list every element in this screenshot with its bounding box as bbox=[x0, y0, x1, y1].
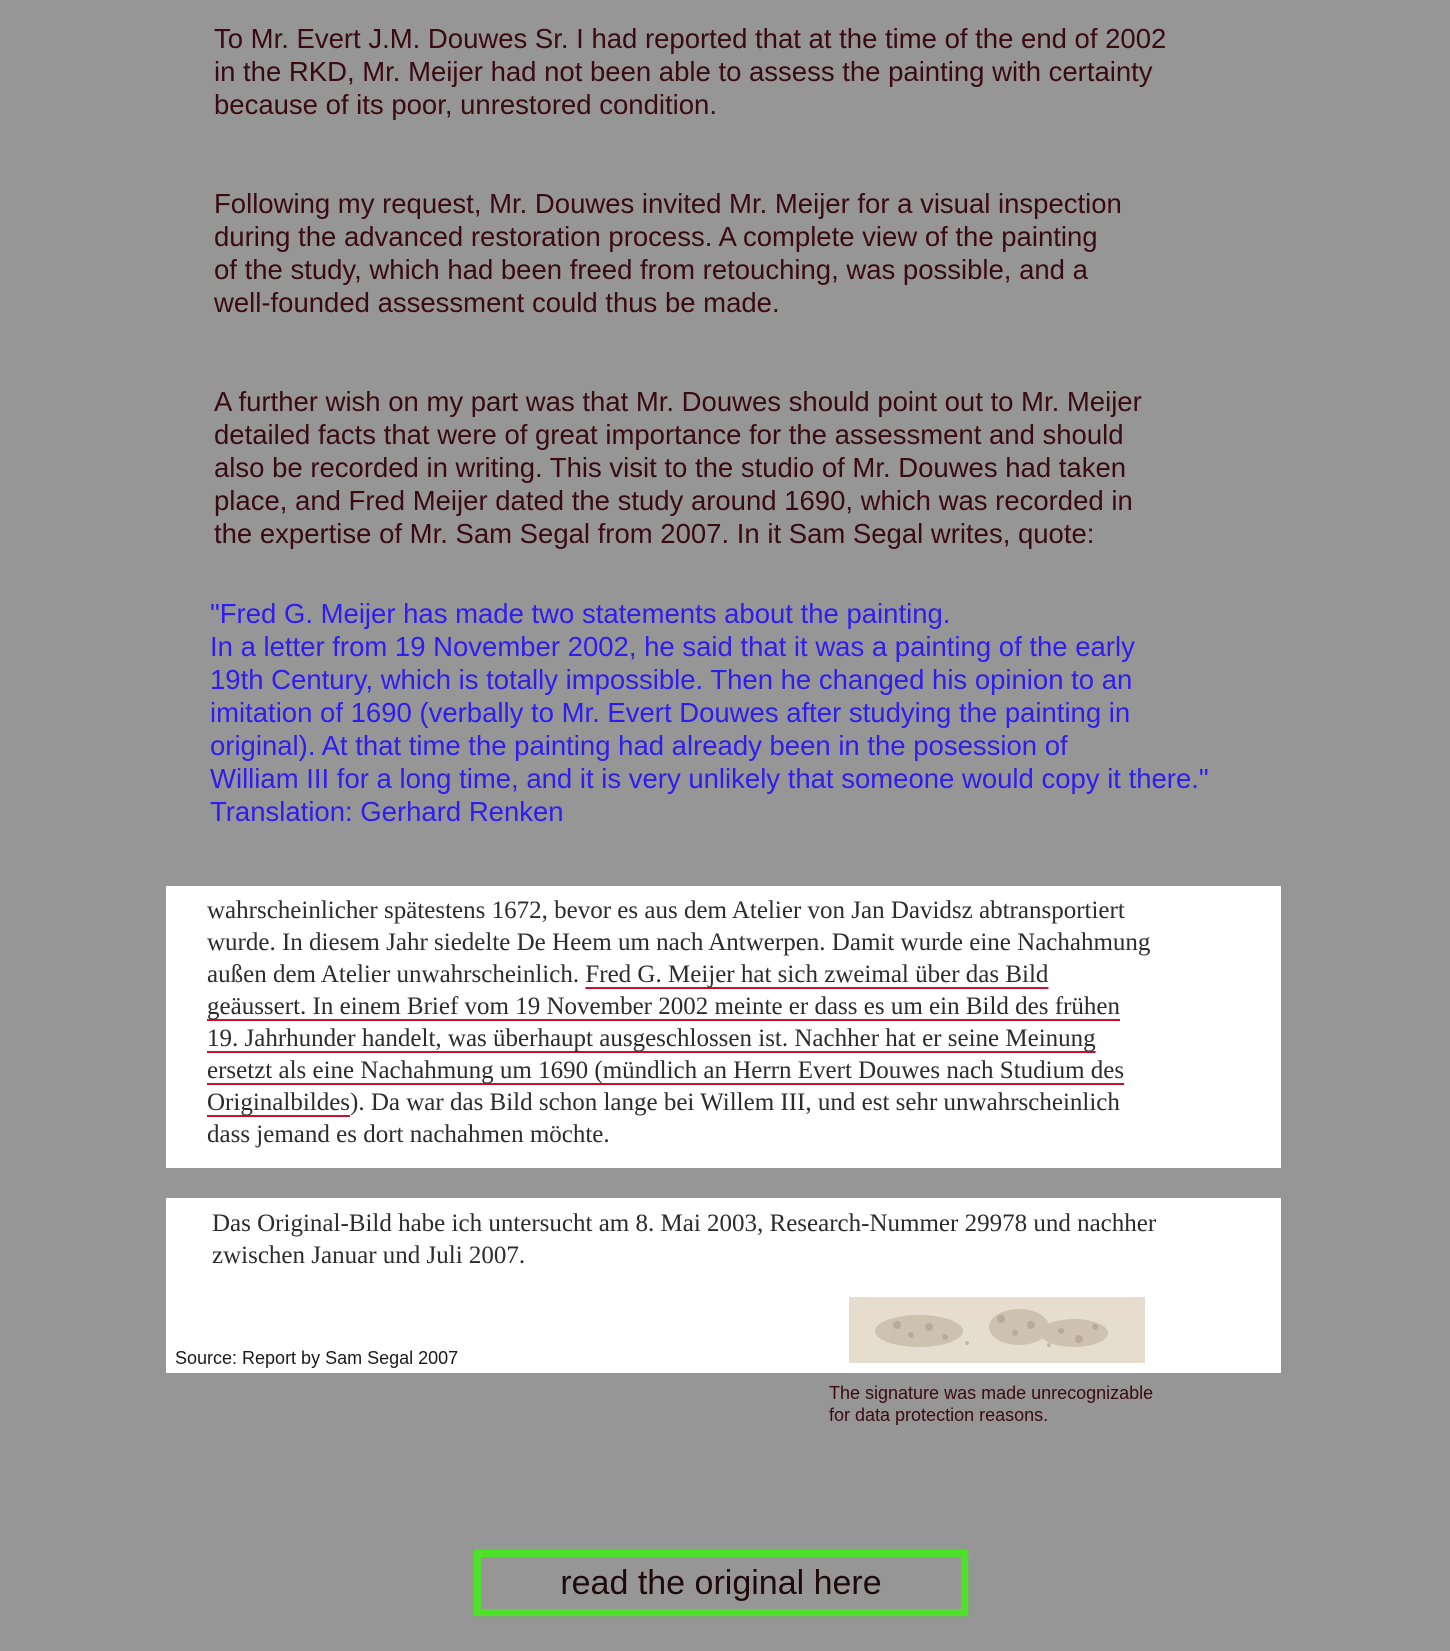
paragraph-line: because of its poor, unrestored condition. bbox=[214, 89, 717, 120]
paragraph-line: well-founded assessment could thus be made. bbox=[214, 287, 780, 318]
excerpt-underlined-line: geäussert. In einem Brief vom 19 November 2002 meinte er dass es um ein Bild des frühen bbox=[207, 993, 1120, 1020]
excerpt-underlined-line: ersetzt als eine Nachahmung um 1690 (mündlich an Herrn Evert Douwes nach Studium des bbox=[207, 1057, 1125, 1084]
excerpt-plain-text: ). Da war das Bild schon lange bei Willem III, und est sehr unwahrscheinlich bbox=[350, 1089, 1120, 1116]
paragraph-line: the expertise of Mr. Sam Segal from 2007. In it Sam Segal writes, quote: bbox=[214, 518, 1095, 549]
read-original-button[interactable]: read the original here bbox=[474, 1550, 968, 1616]
signature-blur-icon bbox=[849, 1297, 1145, 1363]
blurred-signature bbox=[849, 1297, 1145, 1363]
paragraph-line: place, and Fred Meijer dated the study around 1690, which was recorded in bbox=[214, 485, 1133, 516]
paragraph-report-to-douwes bbox=[214, 22, 1264, 121]
paragraph-line: also be recorded in writing. This visit to the studio of Mr. Douwes had taken bbox=[214, 452, 1127, 483]
excerpt-underlined-text: Originalbildes bbox=[207, 1089, 351, 1116]
paragraph-line: A further wish on my part was that Mr. Douwes should point out to Mr. Meijer bbox=[214, 386, 1142, 417]
statement-text bbox=[212, 1208, 1156, 1272]
quote-line: imitation of 1690 (verbally to Mr. Evert Douwes after studying the painting in bbox=[210, 697, 1131, 728]
excerpt-line: wahrscheinlicher spätestens 1672, bevor es aus dem Atelier von Jan Davidsz abtransportiert bbox=[207, 897, 1125, 924]
signature-note-line: The signature was made unrecognizable bbox=[829, 1383, 1154, 1403]
paragraph-line: Following my request, Mr. Douwes invited Mr. Meijer for a visual inspection bbox=[214, 188, 1122, 219]
quote-line: In a letter from 19 November 2002, he said that it was a painting of the early bbox=[210, 631, 1135, 662]
source-caption: Source: Report by Sam Segal 2007 bbox=[175, 1348, 459, 1368]
scanned-statement bbox=[166, 1198, 1281, 1373]
excerpt-line: wurde. In diesem Jahr siedelte De Heem um nach Antwerpen. Damit wurde eine Nachahmung bbox=[207, 929, 1151, 956]
excerpt-underlined-text: Fred G. Meijer hat sich zweimal über das Bild bbox=[585, 961, 1049, 988]
quote-line: original). At that time the painting had already been in the posession of bbox=[210, 730, 1068, 761]
quote-translator: Translation: Gerhard Renken bbox=[210, 796, 564, 827]
paragraph-line: detailed facts that were of great importance for the assessment and should bbox=[214, 419, 1124, 450]
paragraph-line: To Mr. Evert J.M. Douwes Sr. I had reported that at the time of the end of 2002 bbox=[214, 23, 1167, 54]
excerpt-line bbox=[207, 1087, 1150, 1119]
signature-note bbox=[829, 1382, 1153, 1426]
excerpt-plain-text: außen dem Atelier unwahrscheinlich. bbox=[207, 961, 586, 988]
paragraph-line: during the advanced restoration process. A complete view of the painting bbox=[214, 221, 1098, 252]
excerpt-line: dass jemand es dort nachahmen möchte. bbox=[207, 1121, 610, 1148]
quote-line: William III for a long time, and it is very unlikely that someone would copy it there." bbox=[210, 763, 1209, 794]
paragraph-further-wish bbox=[214, 385, 1264, 550]
excerpt-line bbox=[207, 959, 1150, 991]
statement-line: zwischen Januar und Juli 2007. bbox=[212, 1242, 526, 1269]
paragraph-visual-inspection bbox=[214, 187, 1264, 319]
quote-line: "Fred G. Meijer has made two statements about the painting. bbox=[210, 598, 951, 629]
excerpt-text bbox=[207, 895, 1150, 1151]
signature-note-line: for data protection reasons. bbox=[829, 1405, 1049, 1425]
translated-quote bbox=[210, 597, 1290, 828]
paragraph-line: in the RKD, Mr. Meijer had not been able to assess the painting with certainty bbox=[214, 56, 1153, 87]
scanned-excerpt bbox=[166, 886, 1281, 1168]
paragraph-line: of the study, which had been freed from retouching, was possible, and a bbox=[214, 254, 1088, 285]
quote-line: 19th Century, which is totally impossible. Then he changed his opinion to an bbox=[210, 664, 1133, 695]
statement-line: Das Original-Bild habe ich untersucht am 8. Mai 2003, Research-Nummer 29978 und nachher bbox=[212, 1210, 1157, 1237]
excerpt-underlined-line: 19. Jahrhunder handelt, was überhaupt ausgeschlossen ist. Nachher hat er seine Meinung bbox=[207, 1025, 1096, 1052]
